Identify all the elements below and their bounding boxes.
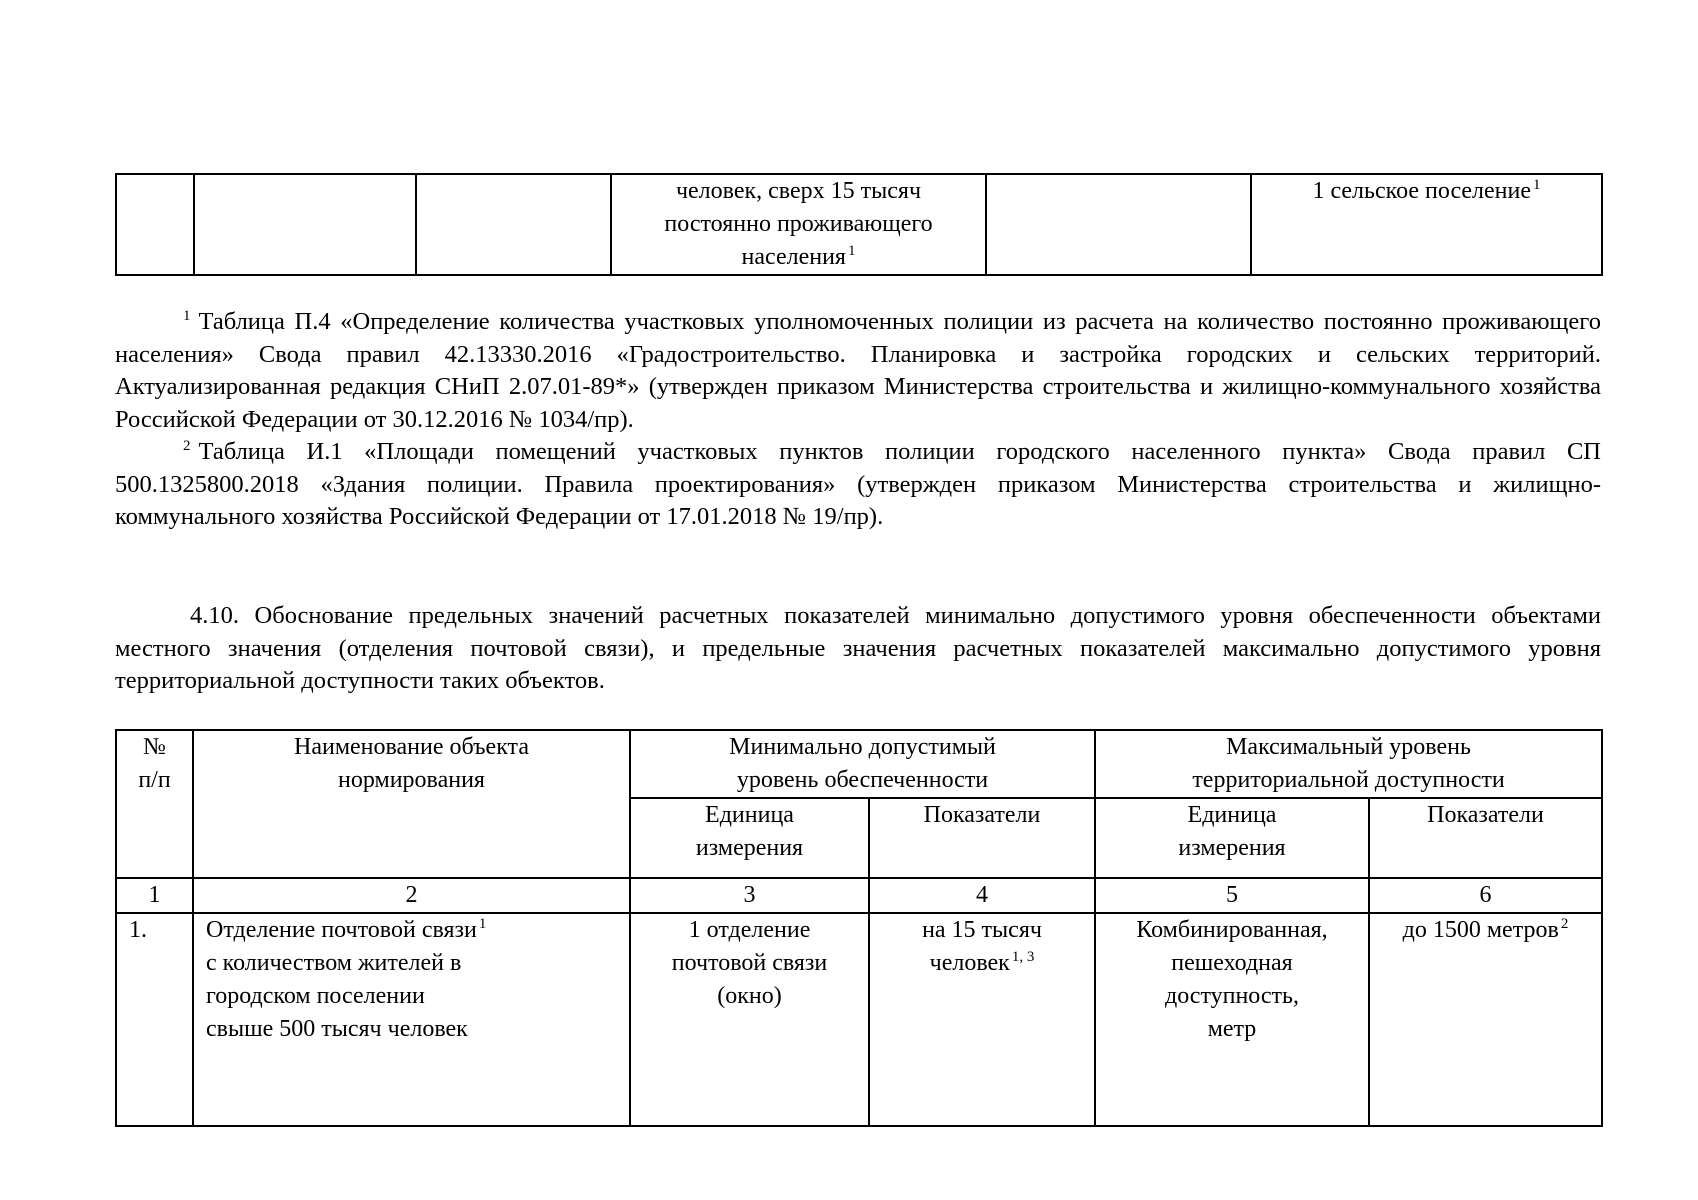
table-row (116, 174, 1602, 275)
header-min-level: Минимально допустимый уровень обеспеченности (630, 730, 1095, 798)
header-max-indicator: Показатели (1369, 798, 1602, 878)
footnote-ref: 1, 3 (1011, 949, 1035, 965)
max-indicator-value: до 1500 метров $^2$ (1369, 913, 1602, 1126)
footnote: $^2$ Таблица И.1 «Площади помещений участковых пунктов полиции городского населенного пункта» Свода правил СП 500.1325800.2018 «Здания полиции. Правила проектирования» (утвержден приказом Министерства строительства и жилищно-коммунального хозяйства Российской Федерации от 17.01.2018 № 19/пр). (115, 438, 1601, 530)
header-min-indicator: Показатели (869, 798, 1095, 878)
footnote: $^1$ Таблица П.4 «Определение количества участковых уполномоченных полиции из расчета на количество постоянно проживающего населения» Свода правил 42.13330.2016 «Градостроительство. Планировка и застройка городских и сельских территорий. Актуализированная редакция СНиП 2.07.01-89*» (утвержден приказом Министерства строительства и жилищно-коммунального хозяйства Российской Федерации от 30.12.2016 № 1034/пр). (115, 308, 1601, 433)
header-name: Наименование объекта нормирования (193, 730, 630, 878)
footnote-ref: 2 (1560, 916, 1569, 932)
table-cell (116, 174, 194, 275)
section-paragraph: 4.10. Обоснование предельных значений расчетных показателей минимально допустимого уровня обеспеченности объектами местного значения (отделения почтовой связи), и предельные значения расчетных показателей максимально допустимого уровня территориальной доступности таких объектов. (115, 602, 1601, 694)
footnotes (115, 306, 1601, 534)
col-number: 6 (1369, 878, 1602, 913)
min-indicator-value: на 15 тысяч человек $^{1, 3}$ (869, 913, 1095, 1126)
max-unit-value: Комбинированная, пешеходная доступность, метр (1095, 913, 1369, 1126)
header-max-level: Максимальный уровень территориальной доступности (1095, 730, 1602, 798)
row-number: 1. (116, 913, 193, 1126)
header-min-unit: Единица измерения (630, 798, 869, 878)
table-cell (194, 174, 416, 275)
table-cell (416, 174, 611, 275)
standards-table (115, 729, 1603, 1127)
table-cell (986, 174, 1251, 275)
col-number: 4 (869, 878, 1095, 913)
footnote-ref: 1 (1533, 177, 1541, 193)
continuation-table (115, 173, 1603, 276)
footnote-ref: 1 (847, 243, 856, 259)
min-unit-value: 1 отделение почтовой связи (окно) (630, 913, 869, 1126)
col-number: 2 (193, 878, 630, 913)
table-row (116, 913, 1602, 1126)
col-number: 5 (1095, 878, 1369, 913)
table-cell: 1 сельское поселение $^1$ (1251, 174, 1602, 275)
footnote-ref: 1 (478, 916, 487, 932)
table-cell: человек, сверх 15 тысяч постоянно проживающего населения $^1$ (611, 174, 986, 275)
table-header-row (116, 730, 1602, 798)
header-max-unit: Единица измерения (1095, 798, 1369, 878)
column-number-row (116, 878, 1602, 913)
col-number: 3 (630, 878, 869, 913)
col-number: 1 (116, 878, 193, 913)
header-num: № п/п (116, 730, 193, 878)
object-name: Отделение почтовой связи $^1$ с количеством жителей в городском поселении свыше 500 тысяч человек (193, 913, 630, 1126)
